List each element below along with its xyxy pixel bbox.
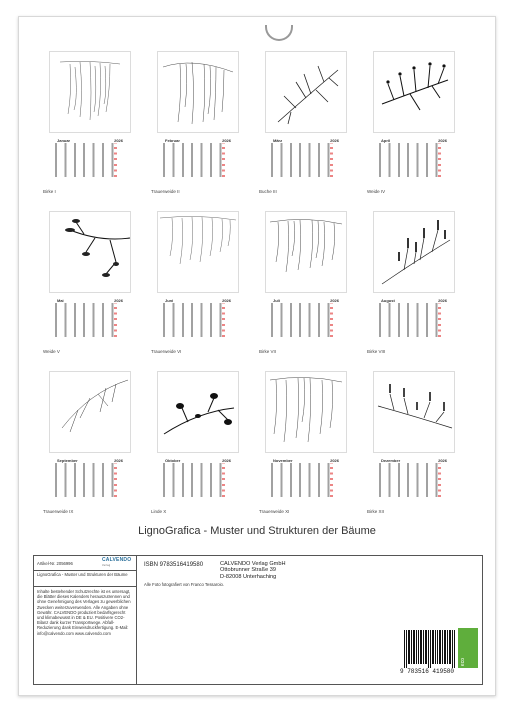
month-tile [259, 371, 367, 521]
tree-photo [157, 371, 239, 453]
mini-calendar [271, 463, 337, 497]
month-year: 2026 [222, 138, 231, 143]
publisher-address: CALVENDO Verlag GmbH Ottobrunner Straße 39 D-82008 Unterhaching [220, 561, 286, 580]
month-year: 2026 [330, 138, 339, 143]
month-tile [367, 371, 475, 521]
month-tile [43, 51, 151, 201]
month-name: März [273, 138, 283, 143]
month-tile [151, 371, 259, 521]
month-year: 2026 [438, 138, 447, 143]
calendar-title: LignoGrafica - Muster und Strukturen der Bäume [138, 525, 376, 537]
tree-photo [157, 51, 239, 133]
month-year: 2026 [330, 458, 339, 463]
month-name: November [273, 458, 293, 463]
calendar-back-page [18, 16, 496, 696]
tree-photo [265, 211, 347, 293]
photo-caption: Birke XII [367, 509, 385, 514]
month-year: 2026 [438, 458, 447, 463]
month-tile [259, 211, 367, 361]
tree-photo [49, 51, 131, 133]
mini-calendar [379, 303, 445, 337]
tree-photo [373, 371, 455, 453]
month-name: August [381, 298, 395, 303]
tree-photo [49, 211, 131, 293]
month-name: April [381, 138, 391, 143]
month-year: 2026 [114, 138, 123, 143]
month-tile [151, 51, 259, 201]
month-tile [259, 51, 367, 201]
month-tile [151, 211, 259, 361]
month-year: 2026 [222, 458, 231, 463]
mini-calendar [271, 303, 337, 337]
tree-photo [373, 211, 455, 293]
photo-credit: Alle Foto fotografiert von Franco Tessaroio. [144, 582, 224, 587]
calvendo-logo: CALVENDO Verlag [102, 557, 132, 568]
month-name: Dezember [381, 458, 401, 463]
month-name: Juli [273, 298, 280, 303]
tree-photo [49, 371, 131, 453]
isbn: ISBN 9783516419580 [144, 562, 204, 568]
imprint-left-column [34, 556, 137, 684]
binding-hook [265, 25, 293, 41]
photo-caption: Weide V [43, 349, 60, 354]
photo-caption: Trauerweide IX [43, 509, 74, 514]
photo-caption: Trauerweide VI [151, 349, 182, 354]
month-name: Mai [57, 298, 64, 303]
tree-photo [157, 211, 239, 293]
month-year: 2026 [222, 298, 231, 303]
month-name: Oktober [165, 458, 181, 463]
month-tile [367, 51, 475, 201]
barcode-digits: 9 783516 419580 [400, 668, 455, 675]
photo-caption: Buche III [259, 189, 277, 194]
eco-badge: eco [458, 628, 478, 668]
photo-caption: Linde X [151, 509, 167, 514]
month-tile [43, 371, 151, 521]
tree-photo [265, 371, 347, 453]
tree-photo [265, 51, 347, 133]
month-name: Januar [57, 138, 71, 143]
mini-calendar [163, 143, 229, 177]
tree-photo [373, 51, 455, 133]
mini-calendar [55, 463, 121, 497]
mini-calendar [379, 143, 445, 177]
photo-caption: Birke VII [259, 349, 277, 354]
photo-caption: Trauerweide II [151, 189, 180, 194]
photo-caption: Weide IV [367, 189, 386, 194]
month-tile [367, 211, 475, 361]
mini-calendar [163, 303, 229, 337]
article-number: Artikel-Nr. 2056996 [37, 561, 73, 566]
photo-caption: Trauerweide XI [259, 509, 290, 514]
month-year: 2026 [114, 458, 123, 463]
month-name: Juni [165, 298, 174, 303]
barcode [400, 630, 456, 676]
photo-caption: Birke VIII [367, 349, 386, 354]
photo-caption: Birke I [43, 189, 56, 194]
month-year: 2026 [330, 298, 339, 303]
month-year: 2026 [114, 298, 123, 303]
mini-calendar [55, 303, 121, 337]
mini-calendar [271, 143, 337, 177]
legal-notice: Inhalte bestehender Schutzrechte ist es untersagt, die Blätter dieses Kalenders herauszutrennen und ohne Genehmigung des Verlages zu gewerblichen Zwecken weiterzuverwenden. Alle Angaben ohne Gewähr. CALVENDO produziert bedarfsgerecht und klimabewusst in DE & EU. Positivere CO2-Bilanz dank kurzer Transportwege. Abfall-Reduzierung dank Einweisdruckfertigung. E-Mail: info@calvendo.com www.calvendo.com [37, 589, 131, 636]
mini-calendar [163, 463, 229, 497]
month-name: September [57, 458, 78, 463]
mini-calendar [55, 143, 121, 177]
month-name: Februar [165, 138, 180, 143]
imprint-subtitle: LignoGrafica - Muster und Strukturen der Bäume [37, 572, 128, 577]
imprint-box [33, 555, 483, 685]
mini-calendar [379, 463, 445, 497]
month-tile [43, 211, 151, 361]
month-year: 2026 [438, 298, 447, 303]
